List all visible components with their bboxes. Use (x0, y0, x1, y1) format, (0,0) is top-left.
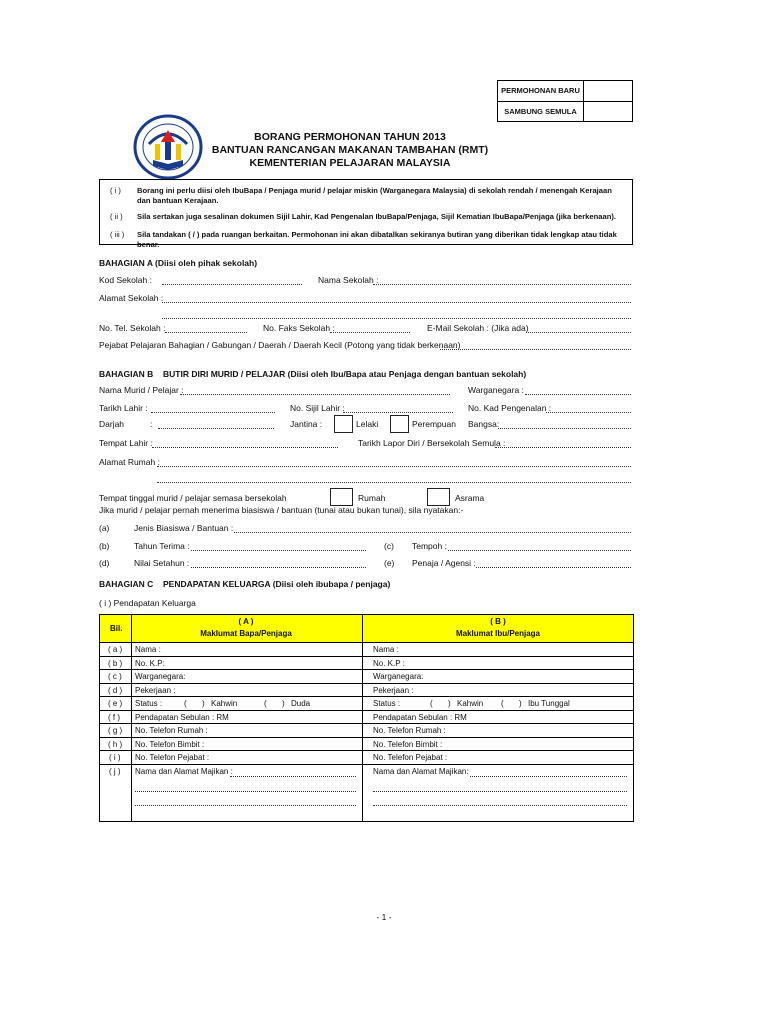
row-divider (100, 669, 633, 670)
item-b-label: (b) (99, 541, 110, 551)
female-checkbox[interactable] (390, 415, 409, 433)
father-mobile-label: No. Telefon Bimbit : (135, 739, 205, 749)
scholarship-type-label: Jenis Biasiswa / Bantuan : (134, 523, 234, 533)
mother-employer-field-2[interactable] (373, 791, 627, 792)
father-employer-field-3[interactable] (135, 805, 356, 806)
col-b-header: Maklumat Ibu/Penjaga (455, 629, 541, 638)
dob-field[interactable] (151, 412, 275, 413)
annual-value-field[interactable] (191, 567, 366, 568)
ic-label: No. Kad Pengenalan : (468, 403, 552, 413)
ministry-name: KEMENTERIAN PELAJARAN MALAYSIA (249, 157, 451, 169)
race-field[interactable] (498, 428, 631, 429)
father-employer-label: Nama dan Alamat Majikan : (135, 767, 233, 776)
mother-income-label: Pendapatan Sebulan : RM (373, 712, 467, 722)
status-a-open1[interactable]: ( (184, 699, 187, 708)
note-number: ( ii ) (110, 212, 123, 221)
school-address-label: Alamat Sekolah : (99, 293, 164, 303)
father-citizenship-label: Warganegara: (135, 672, 186, 681)
row-bil: ( j ) (109, 767, 121, 776)
new-application-label: PERMOHONAN BARU (498, 81, 584, 101)
dob-label: Tarikh Lahir : (99, 403, 148, 413)
family-income-table (99, 614, 634, 822)
new-application-checkbox[interactable] (584, 81, 632, 100)
mother-ic-label: No. K.P : (373, 658, 405, 668)
father-name-label: Nama : (135, 645, 161, 654)
mother-employer-label: Nama dan Alamat Majikan: (373, 767, 469, 776)
status-b-married: Kahwin (457, 699, 484, 708)
status-b-close1: ) (448, 699, 451, 708)
row-bil: ( b ) (108, 658, 123, 668)
father-employer-field-2[interactable] (135, 791, 356, 792)
row-bil: ( e ) (108, 699, 123, 708)
class-label: Darjah (99, 419, 125, 429)
student-name-field[interactable] (180, 394, 450, 395)
father-ic-label: No. K.P: (135, 658, 165, 668)
school-tel-field[interactable] (165, 332, 247, 333)
item-a-label: (a) (99, 523, 110, 533)
page-number: - 1 - (376, 912, 392, 922)
row-bil: ( h ) (108, 739, 123, 749)
school-email-label: E-Mail Sekolah : (Jika ada) (427, 323, 529, 333)
home-address-field[interactable] (157, 466, 631, 467)
ic-field[interactable] (546, 412, 631, 413)
col-bil-header: Bil. (110, 624, 123, 633)
row-divider (100, 642, 633, 643)
class-field[interactable] (158, 428, 274, 429)
row-bil: ( g ) (108, 726, 123, 735)
mother-mobile-label: No. Telefon Bimbit : (373, 739, 443, 749)
mother-name-label: Nama : (373, 645, 399, 654)
renewal-checkbox[interactable] (584, 102, 632, 121)
status-b-single-mother: Ibu Tunggal (528, 699, 570, 708)
report-date-field[interactable] (495, 447, 631, 448)
school-code-field[interactable] (162, 284, 302, 285)
row-bil: ( a ) (108, 645, 123, 654)
school-name-label: Nama Sekolah : (318, 275, 379, 285)
school-tel-label: No. Tel. Sekolah : (99, 323, 166, 333)
school-email-field[interactable] (526, 332, 631, 333)
row-divider (100, 737, 633, 738)
school-address-field[interactable] (162, 302, 631, 303)
period-label: Tempoh : (412, 541, 447, 551)
col-b-code: ( B ) (490, 617, 506, 626)
home-address-field-2[interactable] (157, 482, 631, 483)
home-label: Rumah (358, 493, 386, 503)
mother-office-phone-label: No. Telefon Pejabat : (373, 753, 448, 762)
row-divider (100, 764, 633, 765)
row-divider (100, 710, 633, 711)
note-text: Borang ini perlu diisi oleh IbuBapa / Penjaga murid / pelajar miskin (Warganegara Malaysia) di sekolah rendah / menengah Kerajaan dan bantuan Kerajaan. (137, 186, 612, 205)
hostel-label: Asrama (455, 493, 485, 503)
row-bil: ( c ) (108, 672, 122, 681)
birth-cert-label: No. Sijil Lahir : (290, 403, 345, 413)
father-occupation-label: Pekerjaan : (135, 685, 176, 695)
col-a-code: ( A ) (238, 617, 254, 626)
renewal-label: SAMBUNG SEMULA (498, 102, 584, 122)
school-name-field[interactable] (373, 284, 631, 285)
crest-icon (133, 114, 203, 180)
item-c-label: (c) (384, 541, 394, 551)
birthplace-label: Tempat Lahir : (99, 438, 153, 448)
mother-employer-field-3[interactable] (373, 805, 627, 806)
gender-label: Jantina : (290, 419, 323, 429)
sponsor-field[interactable] (476, 567, 631, 568)
mother-employer-field[interactable] (470, 776, 627, 777)
status-b-open2[interactable]: ( (501, 699, 504, 708)
section-c-code: BAHAGIAN C (99, 579, 154, 589)
annual-value-label: Nilai Setahun : (134, 558, 190, 568)
status-b-close2: ) (519, 699, 522, 708)
row-divider (100, 683, 633, 684)
mother-citizenship-label: Warganegara: (373, 672, 424, 681)
school-fax-field[interactable] (330, 332, 410, 333)
row-divider (100, 750, 633, 751)
father-office-phone-label: No. Telefon Pejabat : (135, 753, 210, 762)
status-a-widower: Duda (291, 699, 311, 708)
item-d-label: (d) (99, 558, 110, 568)
row-bil: ( i ) (109, 753, 121, 762)
note-number: ( i ) (110, 186, 121, 195)
note-text: Sila tandakan ( / ) pada ruangan berkaitan. Permohonan ini akan dibatalkan sekiranya butiran yang diberikan tidak lengkap atau tidak benar. (137, 230, 617, 249)
birthplace-field[interactable] (152, 447, 338, 448)
row-bil: ( d ) (108, 685, 123, 695)
father-home-phone-label: No. Telefon Rumah : (135, 726, 208, 735)
sponsor-label: Penaja / Agensi : (412, 558, 476, 568)
mother-status-label: Status : (373, 699, 401, 708)
district-office-field[interactable] (440, 349, 631, 350)
ministry-logo (133, 114, 203, 180)
district-office-label: Pejabat Pelajaran Bahagian / Gabungan / Daerah / Daerah Kecil (Potong yang tidak berkenaan) (99, 340, 461, 350)
column-divider (131, 615, 132, 821)
student-name-label: Nama Murid / Pelajar : (99, 385, 184, 395)
note-number: ( iii ) (110, 230, 125, 239)
mother-home-phone-label: No. Telefon Rumah : (373, 726, 446, 735)
scholarship-type-field[interactable] (234, 532, 631, 533)
row-divider (100, 723, 633, 724)
form-subtitle: BANTUAN RANCANGAN MAKANAN TAMBAHAN (RMT) (211, 144, 489, 156)
note-text: Sila sertakan juga sesalinan dokumen Sijil Lahir, Kad Pengenalan IbuBapa/Penjaga, Sijil Kematian IbuBapa/Penjaga (jika berkenaan). (137, 212, 616, 221)
race-label: Bangsa: (468, 419, 500, 429)
birth-cert-field[interactable] (343, 412, 453, 413)
father-income-label: Pendapatan Sebulan : RM (135, 712, 229, 722)
form-title: BORANG PERMOHONAN TAHUN 2013 (254, 131, 446, 143)
section-b-heading: BUTIR DIRI MURID / PELAJAR (Diisi oleh Ibu/Bapa atau Penjaga dengan bantuan sekolah) (163, 369, 527, 379)
status-a-close2: ) (282, 699, 285, 708)
school-code-label: Kod Sekolah : (99, 275, 152, 285)
column-divider (362, 615, 363, 821)
row-bil: ( f ) (108, 712, 120, 722)
report-date-label: Tarikh Lapor Diri / Bersekolah Semula : (358, 438, 506, 448)
status-a-close1: ) (202, 699, 205, 708)
application-type-box (497, 80, 633, 122)
status-a-married: Kahwin (211, 699, 238, 708)
year-received-label: Tahun Terima : (134, 541, 190, 551)
section-a-heading: BAHAGIAN A (Diisi oleh pihak sekolah) (99, 258, 258, 268)
item-e-label: (e) (384, 558, 395, 568)
school-fax-label: No. Faks Sekolah : (263, 323, 335, 333)
male-label: Lelaki (356, 419, 379, 429)
year-received-field[interactable] (191, 550, 366, 551)
mother-occupation-label: Pekerjaan : (373, 685, 414, 695)
school-address-field-2[interactable] (162, 318, 631, 319)
section-b-code: BAHAGIAN B (99, 369, 154, 379)
father-employer-field[interactable] (230, 776, 356, 777)
status-a-open2[interactable]: ( (264, 699, 267, 708)
scholarship-question: Jika murid / pelajar pernah menerima biasiswa / bantuan (tunai atau bukan tunai), sila nyatakan:- (99, 505, 464, 515)
row-divider (100, 696, 633, 697)
male-checkbox[interactable] (334, 415, 353, 433)
class-colon: : (150, 419, 153, 429)
family-income-subheading: ( i ) Pendapatan Keluarga (99, 598, 196, 608)
citizenship-field[interactable] (525, 394, 631, 395)
section-c-heading: PENDAPATAN KELUARGA (Diisi oleh ibubapa / penjaga) (163, 579, 391, 589)
citizenship-label: Warganegara : (468, 385, 524, 395)
row-divider (100, 656, 633, 657)
female-label: Perempuan (412, 419, 456, 429)
status-b-open1[interactable]: ( (430, 699, 433, 708)
instructions-box (99, 179, 633, 249)
residence-label: Tempat tinggal murid / pelajar semasa bersekolah (99, 493, 287, 503)
col-a-header: Maklumat Bapa/Penjaga (200, 629, 292, 638)
father-status-label: Status : (135, 699, 163, 708)
hostel-checkbox[interactable] (427, 488, 450, 506)
period-field[interactable] (448, 550, 631, 551)
home-address-label: Alamat Rumah : (99, 457, 160, 467)
home-checkbox[interactable] (330, 488, 353, 506)
